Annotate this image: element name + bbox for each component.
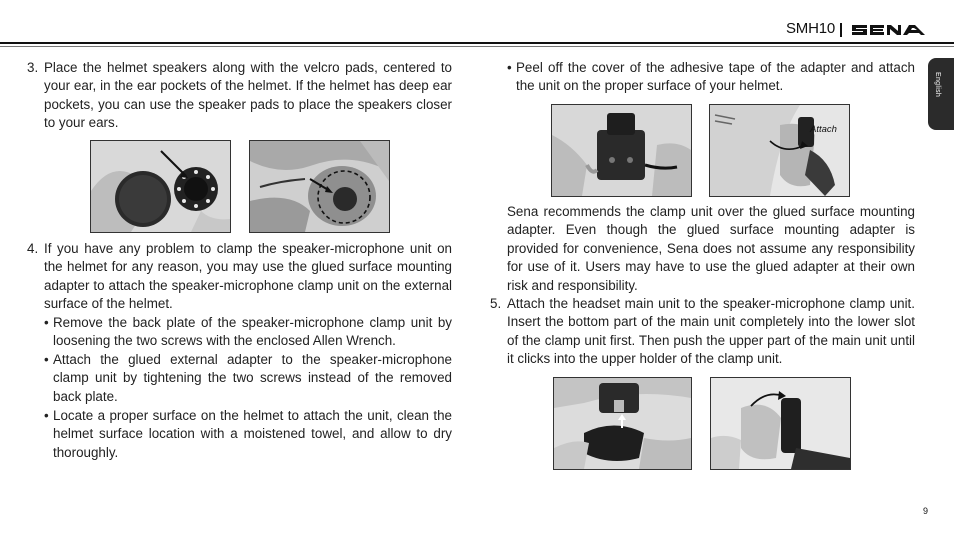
page-number: 9 [923, 506, 929, 516]
photo-speaker-pad [90, 140, 231, 233]
step-4-bullet-1 [44, 314, 452, 351]
peel-bullet [507, 59, 915, 96]
language-label: English [934, 72, 941, 98]
step-4-bullet-2 [44, 351, 452, 406]
step-4-bullet-2-text: Attach the glued external adapter to the speaker-microphone clamp unit by tightening the two screws instead of the removed back plate. [53, 352, 452, 404]
step-3-text: Place the helmet speakers along with the velcro pads, centered to your ear, in the ear pockets of the helmet. If the helmet has deep ear pockets, you can use the speaker pads to place the speakers closer to your ears. [44, 60, 452, 131]
step-5-number: 5. [490, 296, 502, 311]
header-rule [0, 42, 954, 44]
step-5 [490, 295, 915, 369]
step-4 [27, 240, 452, 314]
step-4-bullet-1-text: Remove the back plate of the speaker-microphone clamp unit by loosening the two screws with the enclosed Allen Wrench. [53, 315, 452, 349]
recommendation-paragraph: Sena recommends the clamp unit over the glued surface mounting adapter. Even though the glued surface mounting adapter is provided for convenience, Sena does not assume any responsibility for use of it. Users may have to use the glued adapter at their own risk and responsibility. [507, 204, 915, 293]
bullet-glyph: • [507, 60, 512, 75]
step-4-text: If you have any problem to clamp the speaker-microphone unit on the helmet for any reason, you may use the glued surface mounting adapter to attach the speaker-microphone clamp unit on the external surface of the helmet. [44, 241, 452, 312]
step-4-bullet-3 [44, 407, 452, 462]
header-separator [840, 23, 842, 37]
bullet-glyph: • [44, 408, 49, 423]
bullet-glyph: • [44, 352, 49, 367]
peel-bullet-text: Peel off the cover of the adhesive tape of the adapter and attach the unit on the proper surface of your helmet. [516, 60, 915, 94]
step-4-number: 4. [27, 241, 39, 256]
photo-adhesive-adapter [551, 104, 692, 197]
photo-attach-helmet [709, 104, 850, 197]
step-4-bullet-3-text: Locate a proper surface on the helmet to attach the unit, clean the helmet surface location with a moistened towel, and allow to dry thoroughly. [53, 408, 452, 460]
photo-push-upper-part [710, 377, 851, 470]
step-3 [27, 59, 452, 133]
step-3-number: 3. [27, 60, 39, 75]
step-5-text: Attach the headset main unit to the speaker-microphone clamp unit. Insert the bottom part of the main unit completely into the lower slot of the clamp unit first. Then push the upper part of the main unit until it clicks into the upper holder of the clamp unit. [507, 296, 915, 367]
photo-caption-attach: Attach [810, 124, 837, 135]
bullet-glyph: • [44, 315, 49, 330]
language-tab [928, 58, 954, 130]
header-model-name: SMH10 [786, 20, 836, 37]
header-rule-thin [0, 46, 954, 47]
sena-logo [851, 22, 927, 38]
photo-helmet-ear-pocket [249, 140, 390, 233]
photo-insert-main-unit [553, 377, 692, 470]
